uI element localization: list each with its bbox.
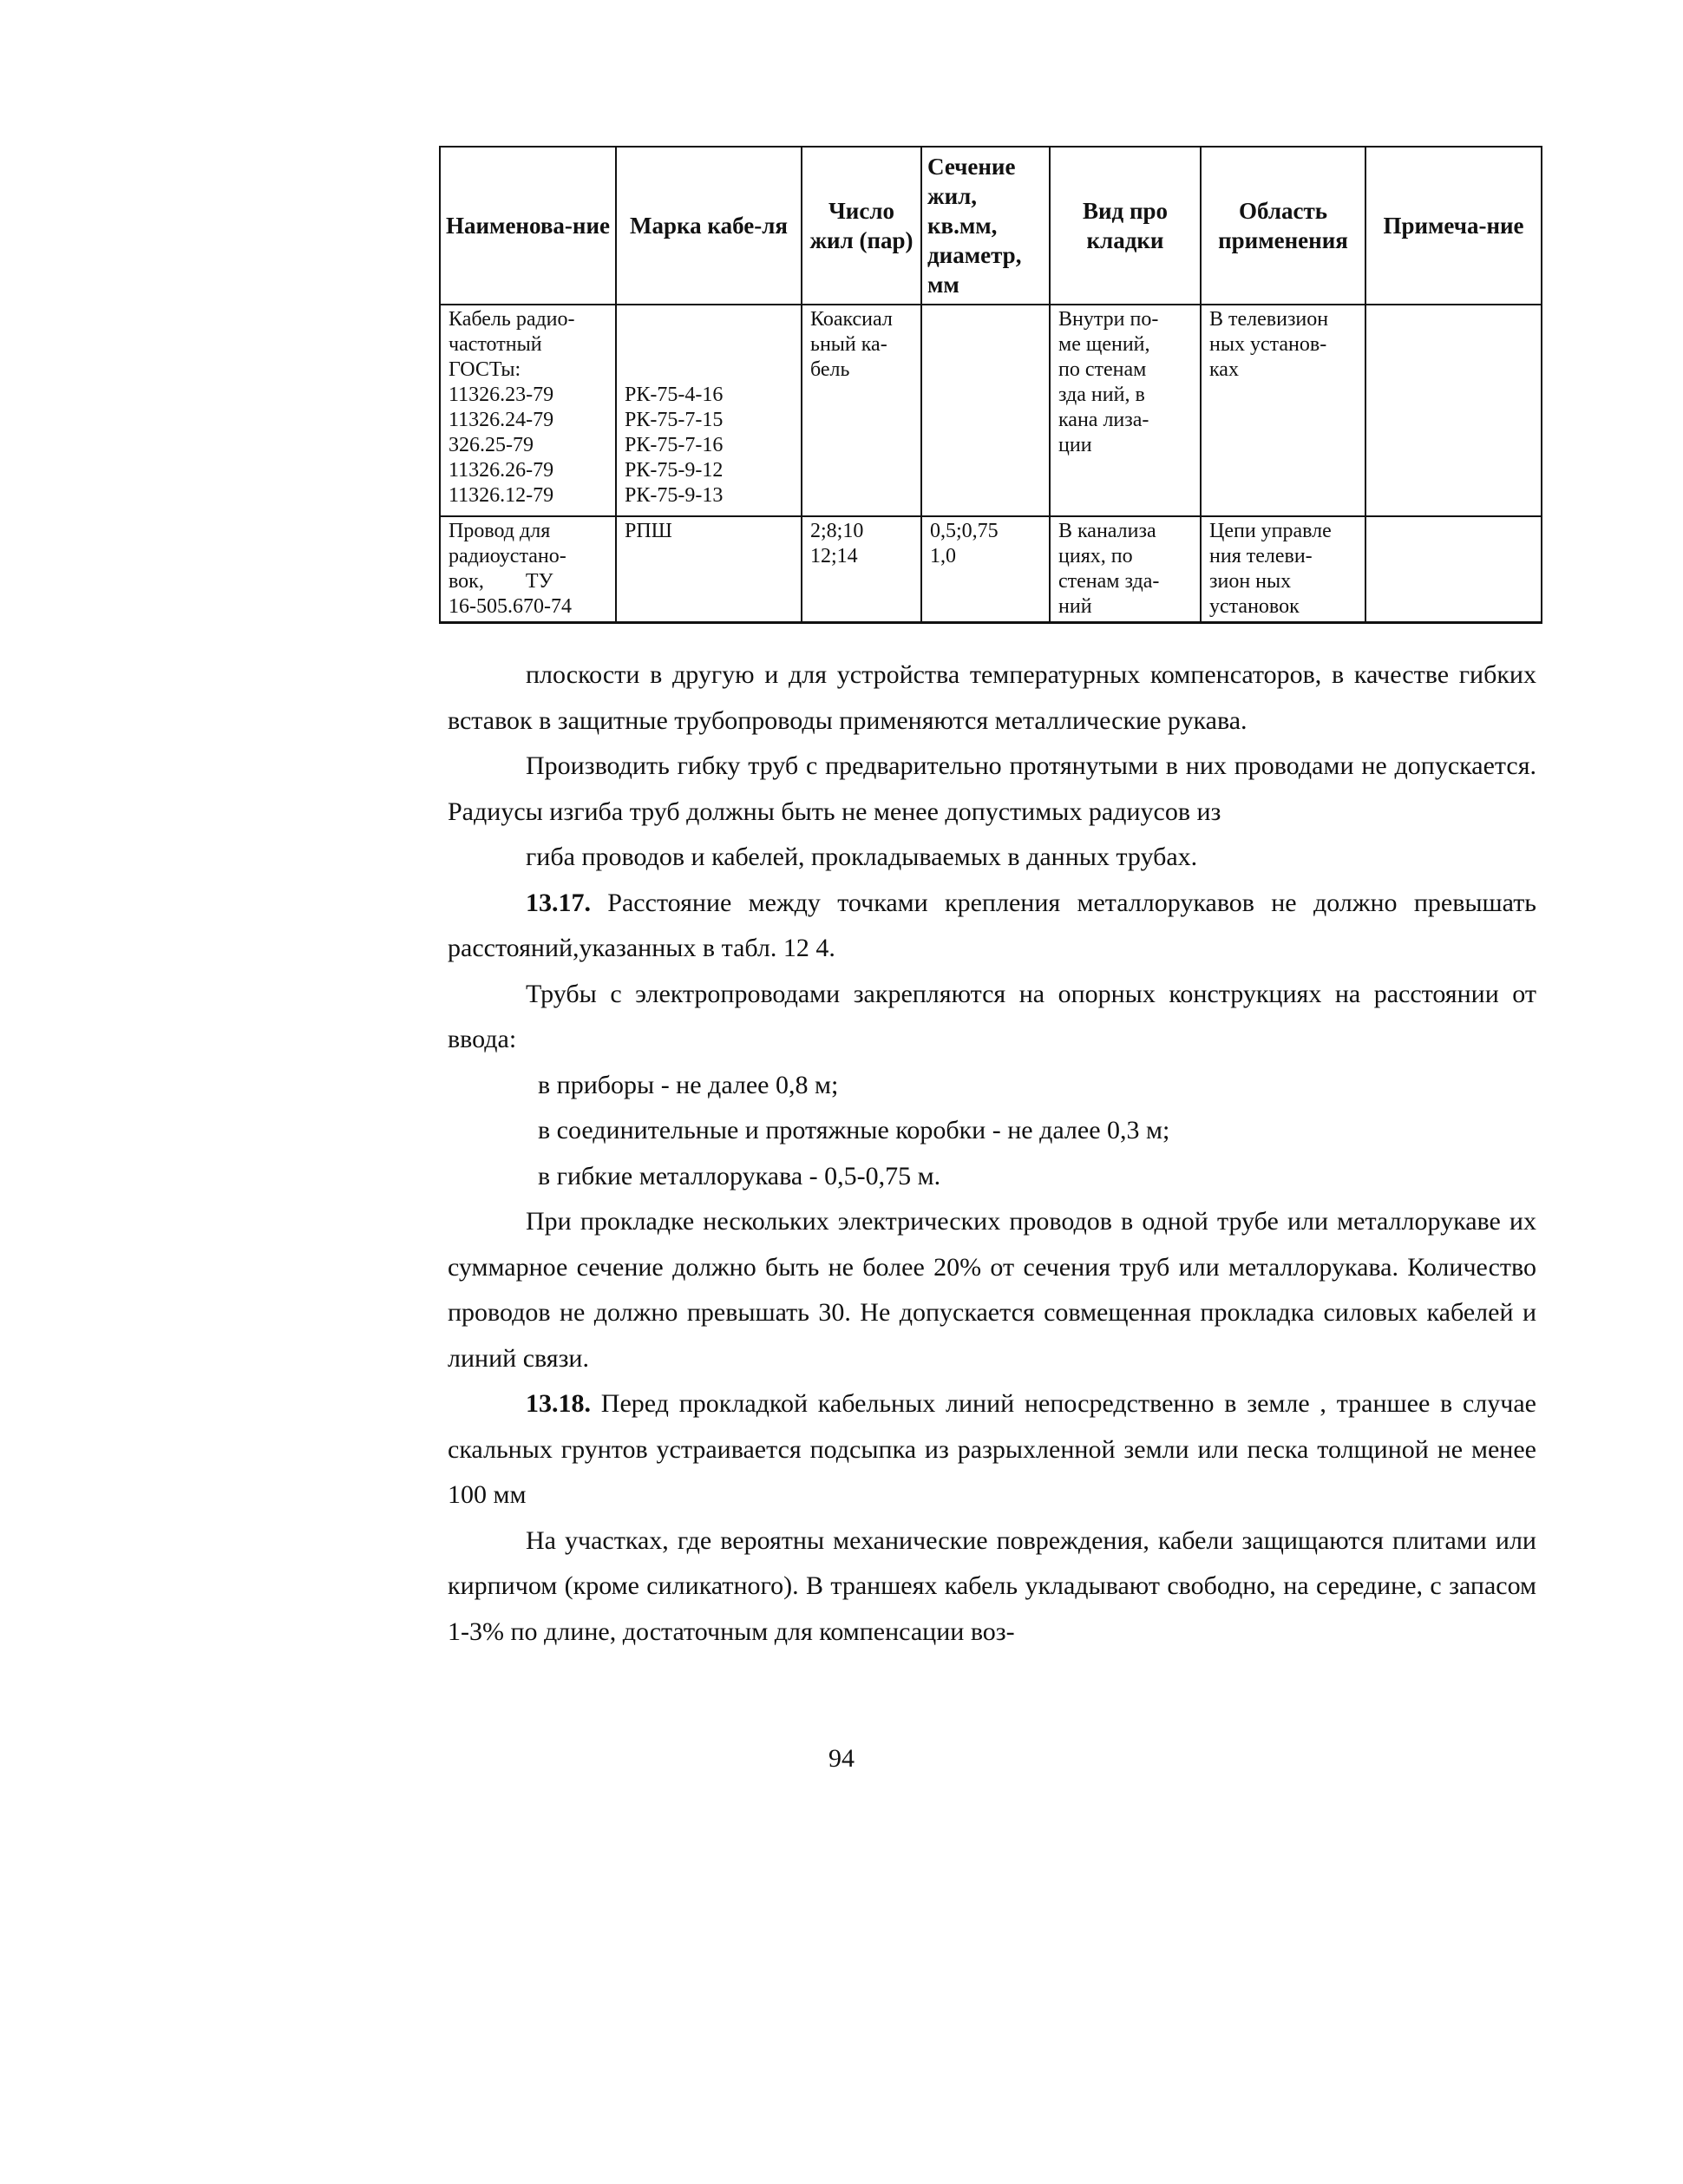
header-note: Примеча-ние xyxy=(1365,147,1542,305)
cell-line: бель xyxy=(810,358,850,381)
list-item: в гибкие металлорукава - 0,5-0,75 м. xyxy=(538,1161,941,1190)
cell-line: стенам зда- xyxy=(1058,570,1160,593)
paragraph: На участках, где вероятны механические повреждения, кабели защищаются плитами или кирпичом (кроме силикатного). В траншеях кабель укладывают свободно, на середине, с запасом 1-3% по длине, достаточным для компенсации воз- xyxy=(448,1525,1536,1646)
paragraph-13-17 xyxy=(448,881,1536,972)
cell-line: Внутри по- xyxy=(1058,308,1159,331)
cell-line: РК-75-9-12 xyxy=(625,459,724,482)
cell-line: зион ных xyxy=(1209,570,1292,593)
table-row xyxy=(440,305,1542,516)
cell-line: 11326.24-79 xyxy=(449,409,554,431)
cell-line: зда ний, в xyxy=(1058,384,1145,406)
clause-number: 13.17. xyxy=(526,888,591,917)
cell-line: 11326.26-79 xyxy=(449,459,554,482)
cell-name xyxy=(440,516,616,623)
cell-brand xyxy=(616,305,802,516)
cell-laying xyxy=(1050,516,1201,623)
cell-section xyxy=(921,305,1050,516)
cell-name xyxy=(440,305,616,516)
paragraph-13-18 xyxy=(448,1381,1536,1518)
header-application: Область применения xyxy=(1201,147,1365,305)
cell-line: частотный xyxy=(449,333,542,356)
cell-line: по стенам xyxy=(1058,358,1147,381)
cell-line: 11326.23-79 xyxy=(449,384,554,406)
cell-line: установок xyxy=(1209,595,1300,618)
cell-line: Провод для xyxy=(449,520,551,542)
cell-line: Цепи управле xyxy=(1209,520,1332,542)
cell-line: В телевизион xyxy=(1209,308,1329,331)
cell-line: 2;8;10 xyxy=(810,520,864,542)
cell-cores xyxy=(802,516,921,623)
cell-line: ния телеви- xyxy=(1209,545,1313,567)
cell-line: ьный ка- xyxy=(810,333,887,356)
cable-table xyxy=(439,146,1542,624)
cell-line: РК-75-9-13 xyxy=(625,484,724,507)
paragraph-text: Перед прокладкой кабельных линий непосредственно в земле , траншее в случае скальных грунтов устраивается подсыпка из разрыхленной земли или песка толщиной не менее 100 мм xyxy=(448,1389,1536,1509)
table-row xyxy=(440,516,1542,623)
cell-spacer xyxy=(625,307,793,383)
cell-line: ме щений, xyxy=(1058,333,1150,356)
paragraph: При прокладке нескольких электрических проводов в одной трубе или металлорукаве их суммарное сечение должно быть не более 20% от сечения труб или металлорукава. Количество проводов не должно превышать 30. Не допускается совмещенная прокладка силовых кабелей и линий связи. xyxy=(448,1207,1536,1373)
cell-line: вок, ТУ xyxy=(449,570,553,593)
paragraph: Производить гибку труб с предварительно протянутыми в них проводами не допускается. Радиусы изгиба труб должны быть не менее допустимых радиусов из xyxy=(448,751,1536,826)
cell-line: ний xyxy=(1058,595,1092,618)
cell-line: 16-505.670-74 xyxy=(449,595,572,618)
cell-line: РК-75-7-16 xyxy=(625,434,724,456)
header-laying: Вид про кладки xyxy=(1050,147,1201,305)
list-item: в соединительные и протяжные коробки - не далее 0,3 м; xyxy=(538,1116,1170,1144)
paragraph: плоскости в другую и для устройства температурных компенсаторов, в качестве гибких вставок в защитные трубопроводы применяются металлические рукава. xyxy=(448,660,1536,735)
cell-line: В канализа xyxy=(1058,520,1156,542)
cell-cores xyxy=(802,305,921,516)
page-number: 94 xyxy=(828,1744,855,1773)
cell-line: 12;14 xyxy=(810,545,858,567)
cell-line: ных установ- xyxy=(1209,333,1327,356)
cell-line: 0,5;0,75 xyxy=(930,520,999,542)
cell-brand xyxy=(616,516,802,623)
body-text xyxy=(448,653,1536,1655)
list-item: в приборы - не далее 0,8 м; xyxy=(538,1070,839,1099)
cell-line: Кабель радио- xyxy=(449,308,575,331)
cell-line: Коаксиал xyxy=(810,308,893,331)
cell-section xyxy=(921,516,1050,623)
cell-line: 326.25-79 xyxy=(449,434,534,456)
cell-line: 1,0 xyxy=(930,545,956,567)
cell-note xyxy=(1365,305,1542,516)
paragraph: Трубы с электропроводами закрепляются на опорных конструкциях на расстоянии от ввода: xyxy=(448,979,1536,1053)
cell-laying xyxy=(1050,305,1201,516)
clause-number: 13.18. xyxy=(526,1389,591,1418)
header-section: Сечение жил, кв.мм, диаметр, мм xyxy=(921,147,1050,305)
cell-application xyxy=(1201,516,1365,623)
cell-line: ках xyxy=(1209,358,1239,381)
cell-line: РПШ xyxy=(625,520,672,542)
cell-line: радиоустано- xyxy=(449,545,566,567)
table-header-row xyxy=(440,147,1542,305)
paragraph: гиба проводов и кабелей, прокладываемых в данных трубах. xyxy=(526,843,1198,871)
cell-line: циях, по xyxy=(1058,545,1133,567)
paragraph-text: Расстояние между точками крепления металлорукавов не должно превышать расстояний,указанных в табл. 12 4. xyxy=(448,888,1536,962)
header-brand: Марка кабе-ля xyxy=(616,147,802,305)
header-cores: Число жил (пар) xyxy=(802,147,921,305)
cell-application xyxy=(1201,305,1365,516)
cable-table-container xyxy=(439,146,1541,624)
cell-line: ГОСТы: xyxy=(449,358,521,381)
cell-line: 11326.12-79 xyxy=(449,484,554,507)
cell-line: РК-75-4-16 xyxy=(625,384,724,406)
cell-line: кана лиза- xyxy=(1058,409,1149,431)
header-name: Наименова-ние xyxy=(440,147,616,305)
cell-line: РК-75-7-15 xyxy=(625,409,724,431)
cell-line: ции xyxy=(1058,434,1092,456)
cell-note xyxy=(1365,516,1542,623)
